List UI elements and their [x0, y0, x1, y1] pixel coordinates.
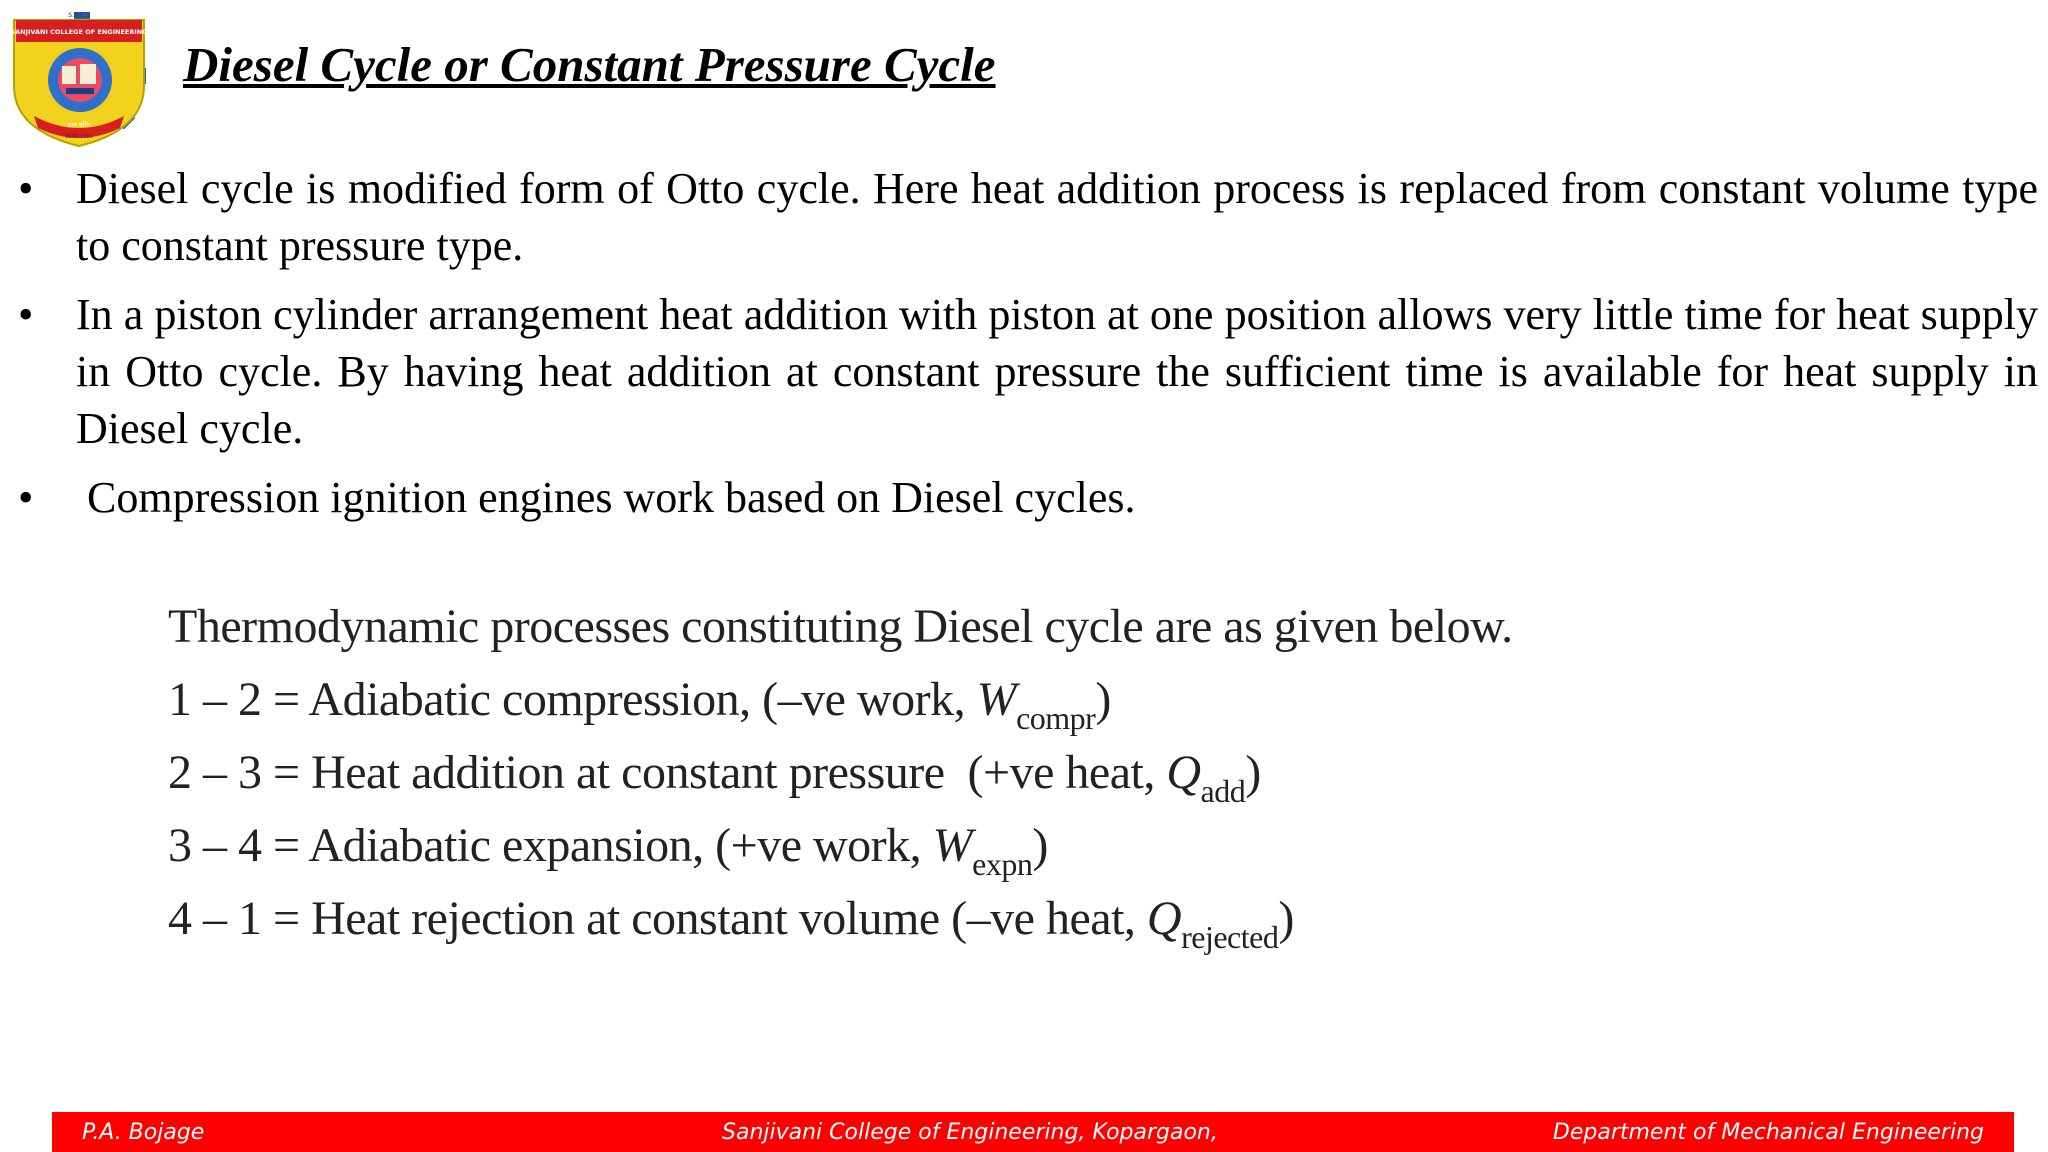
process-close: )	[1095, 673, 1111, 726]
bullet-icon: •	[18, 473, 34, 522]
process-close: )	[1278, 892, 1294, 945]
svg-text:ESTD 1983: ESTD 1983	[65, 134, 93, 140]
footer-author: P.A. Bojage	[82, 1120, 205, 1145]
bullet-item	[14, 160, 2038, 274]
process-symbol: Q	[1146, 892, 1182, 945]
svg-text:SANJIVANI COLLEGE OF ENGINEERI: SANJIVANI COLLEGE OF ENGINEERING	[10, 28, 148, 36]
bullet-text: In a piston cylinder arrangement heat addition with piston at one position allows very little time for heat supply in Otto cycle. By having heat addition at constant pressure the sufficient time is available for heat supply in Diesel cycle.	[76, 290, 2038, 453]
footer-bar	[52, 1112, 2014, 1152]
process-close: )	[1032, 819, 1048, 872]
process-subscript: add	[1200, 773, 1246, 809]
process-symbol: W	[932, 819, 973, 872]
college-logo	[4, 6, 154, 152]
bullet-text: Diesel cycle is modified form of Otto cycle. Here heat addition process is replaced from constant volume type to constant pressure type.	[76, 164, 2038, 270]
bullet-item	[14, 469, 2038, 526]
bullet-text: Compression ignition engines work based on Diesel cycles.	[76, 473, 1136, 522]
process-row	[168, 809, 1513, 882]
process-label: 4 – 1 = Heat rejection at constant volume (–ve heat,	[168, 892, 1147, 945]
svg-text:S.N.E.S: S.N.E.S	[68, 12, 90, 19]
bullet-item	[14, 286, 2038, 457]
footer-college: Sanjivani College of Engineering, Kopargaon,	[722, 1120, 1218, 1145]
process-symbol: W	[976, 673, 1017, 726]
process-row	[168, 663, 1513, 736]
process-label: 3 – 4 = Adiabatic expansion, (+ve work,	[168, 819, 933, 872]
process-row	[168, 882, 1513, 955]
bullet-icon: •	[18, 164, 34, 213]
processes-block	[168, 590, 1513, 955]
process-subscript: compr	[1016, 700, 1096, 736]
process-label: 1 – 2 = Adiabatic compression, (–ve work,	[168, 673, 977, 726]
process-subscript: expn	[972, 846, 1033, 882]
process-row	[168, 736, 1513, 809]
process-symbol: Q	[1166, 746, 1201, 799]
bullet-icon: •	[18, 290, 34, 339]
process-close: )	[1245, 746, 1261, 799]
footer-department: Department of Mechanical Engineering	[1552, 1120, 1984, 1145]
svg-text:ज्ञान मंदिर: ज्ञान मंदिर	[67, 121, 91, 129]
process-subscript: rejected	[1181, 919, 1279, 955]
process-label: 2 – 3 = Heat addition at constant pressure (+ve heat,	[168, 746, 1167, 799]
slide-title: Diesel Cycle or Constant Pressure Cycle	[183, 37, 996, 92]
bullet-list	[14, 160, 2038, 538]
processes-intro: Thermodynamic processes constituting Diesel cycle are as given below.	[168, 600, 1513, 653]
